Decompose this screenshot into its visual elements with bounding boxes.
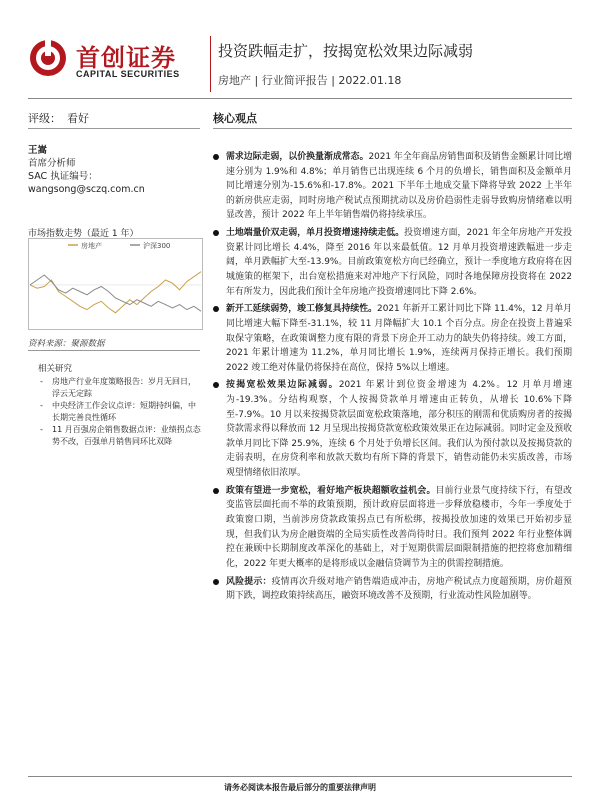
key-point-text: 疫情再次升级对地产销售端造成冲击，房地产税试点力度超预期，房价超预期下跌，调控政策持续高压，融资环境改善不及预期，行业流动性风险加剧等。 bbox=[226, 576, 573, 602]
key-points-title: 核心观点 bbox=[213, 112, 257, 125]
header-rule bbox=[28, 98, 572, 99]
key-point-lead: 政策有望进一步宽松，看好地产板块超额收益机会。 bbox=[226, 485, 436, 496]
analyst-sac: SAC 执证编号： bbox=[28, 171, 98, 182]
key-point-paragraph bbox=[216, 484, 572, 572]
rating-value: 看好 bbox=[67, 112, 89, 125]
header-divider bbox=[210, 36, 211, 92]
legend-label-1: 沪深300 bbox=[143, 242, 171, 250]
footer-disclaimer: 请务必阅读本报告最后部分的重要法律声明 bbox=[224, 783, 376, 792]
bullet-icon bbox=[213, 306, 219, 312]
key-point-lead: 风险提示： bbox=[226, 576, 272, 587]
related-list bbox=[40, 376, 202, 449]
key-point-lead: 新开工延续弱势，竣工修复具持续性。 bbox=[226, 304, 378, 315]
chart-frame bbox=[29, 239, 203, 330]
bullet-icon bbox=[213, 488, 219, 494]
main-rule bbox=[213, 128, 572, 129]
analyst-email[interactable]: wangsong@sczq.com.cn bbox=[28, 184, 145, 195]
analyst-info bbox=[28, 144, 145, 196]
related-rule bbox=[28, 350, 200, 351]
analyst-title: 首席分析师 bbox=[28, 158, 76, 169]
analyst-name: 王嵩 bbox=[28, 145, 48, 156]
key-point-text: 投资增速方面，2021 年全年房地产开发投资累计同比增长 4.4%，降至 2016 年以来最低值。12 月单月投资增速跌幅进一步走阔，单月跌幅扩大至-13.9%。目前政策宽松方向已经确立，预计一季度地方政府将在因城施策的框架下，出台宽松措施来对冲地产下行风险，同时各地保障房投资将在 2022 年有所发力，因此我们预计全年房地产投资增速同比下降 2.6%。 bbox=[226, 228, 573, 297]
related-item[interactable]: - 11 月百强房企销售数据点评：业绩拐点态势不改，百强单月销售同环比双降 bbox=[40, 424, 202, 447]
bullet-icon bbox=[213, 579, 219, 585]
market-index-chart bbox=[28, 238, 203, 330]
chart-title: 市场指数走势（最近 1 年） bbox=[28, 229, 139, 239]
footer-rule bbox=[28, 776, 572, 777]
logo-text-cn: 首创证券 bbox=[76, 44, 176, 72]
key-point-paragraph bbox=[216, 150, 572, 223]
bullet-icon bbox=[213, 382, 219, 388]
sidebar-rule bbox=[28, 128, 200, 129]
report-title: 投资跌幅走扩，按揭宽松效果边际减弱 bbox=[218, 42, 474, 60]
company-logo bbox=[28, 36, 204, 84]
key-point-text: 2021 年全年商品房销售面积及销售金额累计同比增速分别为 1.9%和 4.8%；单月销售已出现连续 6 个月的负增长，销售面积及金额单月同比增速分别为-15.6%和-17.8%。2021 下半年土地成交量下降将导致 2022 上半年的新房供应走弱，同时房地产税试点预期扰动以及房价趋弱性走弱导致购房情绪难以明显改善，预计 2022 年上半年销售端仍将持续承压。 bbox=[226, 152, 572, 221]
key-point-lead: 土地端量价双走弱，单月投资增速持续走低。 bbox=[226, 228, 405, 239]
logo-mark-icon bbox=[28, 38, 68, 78]
bullet-icon bbox=[213, 230, 219, 236]
key-point-paragraph bbox=[216, 302, 572, 375]
key-point-paragraph bbox=[216, 575, 572, 604]
related-item[interactable]: - 房地产行业年度策略报告：岁月无回日，浮云无定踪 bbox=[40, 376, 202, 399]
related-item[interactable]: - 中央经济工作会议点评：短期持纠偏，中长期完善良性循环 bbox=[40, 400, 202, 423]
key-point-lead: 按揭宽松效果边际减弱。 bbox=[226, 380, 339, 391]
report-subtitle: 房地产 | 行业简评报告 | 2022.01.18 bbox=[218, 74, 402, 87]
key-point-text: 2021 年新开工累计同比下降 11.4%，12 月单月同比增速大幅下降至-31.1%，较 11 月降幅扩大 10.1 个百分点。房企在投资上普遍采取保守策略，在政策调整力度有限的背景下房企开工动力的缺失仍将持续。竣工方面，2021 年累计增速为 11.2%，单月同比增长 1.9%，连续两月保持正增长。我们预期 2022 竣工绝对体量仍将保持在高位，保持 5%以上增速。 bbox=[226, 304, 572, 373]
bullet-icon bbox=[213, 154, 219, 160]
key-point-lead: 需求边际走弱，以价换量渐成常态。 bbox=[226, 152, 369, 162]
legend-label-0: 房地产 bbox=[81, 242, 102, 250]
rating bbox=[28, 110, 89, 126]
key-points-body bbox=[216, 150, 572, 607]
chart-source: 资料来源：聚源数据 bbox=[28, 339, 105, 349]
series-line-1 bbox=[30, 275, 201, 311]
rating-label: 评级： bbox=[28, 112, 61, 125]
key-point-paragraph bbox=[216, 226, 572, 299]
related-title: 相关研究 bbox=[38, 364, 73, 374]
key-point-text: 目前行业景气度持续下行，有望改变监管层面托而不举的政策预期，预计政府层面将进一步释放稳楼市，今年一季度处于政策窗口期，当前涉房贷款政策拐点已有所松绑，按揭投放加速的效果已开始初步显现，但我们认为房企融资端的全局实质性改善尚待时日。我们预判 2022 年行业整体调控在兼顾中长期制度改革深化的基础上，对于短期供需层面限制措施的把控将愈加精细化，2022 年更大概率的是将形成以金融信贷调节为主的供需控制措施。 bbox=[226, 485, 572, 569]
key-point-paragraph bbox=[216, 378, 572, 480]
key-point-text: 2021 年累计到位资金增速为 4.2%。12 月单月增速为-19.3%。分结构观察，个人按揭贷款单月增速由正转负，从增长 10.6%下降至-7.9%。10 月以来按揭贷款层面宽松政策落地，部分积压的刚需和优质购房者的按揭贷款需求得以释放而 12 月呈现出按揭贷款宽松政策效果正在边际减弱。同时定金及预收款单月同比下降 25.9%，连续 6 个月处于负增长区间。我们认为预付款以及按揭贷款的走弱表明，在房贷利率和放款天数均有所下降的背景下，销售动能仍未实质改善，市场观望情绪依旧浓厚。 bbox=[226, 380, 573, 479]
logo-text-en: CAPITAL SECURITIES bbox=[76, 69, 180, 79]
